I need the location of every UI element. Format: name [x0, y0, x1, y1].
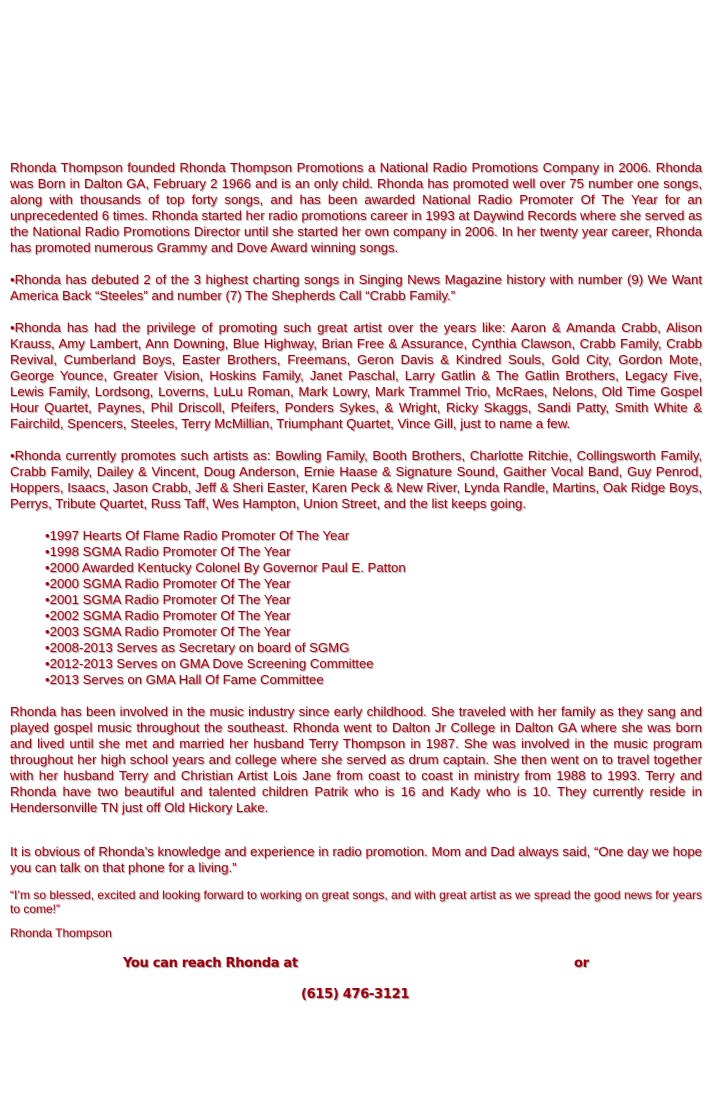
history-paragraph: Rhonda has been involved in the music industry since early childhood. She traveled with her family as they sang and played gospel music throughout the southeast. Rhonda went to Dalton Jr College in Dalton GA where she was born and lived until she met and married her husband Terry Thompson in 1987. She was involved in the music program throughout her high school years and college where she served as drum captain. She then went on to travel together with her husband Terry and Christian Artist Lois Jane from coast to coast in ministry from 1988 to 1993. Terry and Rhonda have two beautiful and talented children Patrik who is 16 and Kady who is 10. They currently reside in Hendersonville TN just off Old Hickory Lake. — [10, 704, 702, 815]
award-item: •1997 Hearts Of Flame Radio Promoter Of The Year — [45, 528, 350, 543]
contact-phone[interactable]: (615) 476-3121 — [301, 987, 410, 1002]
award-item: •2003 SGMA Radio Promoter Of The Year — [45, 624, 291, 639]
award-item: •2008-2013 Serves as Secretary on board of SGMG — [45, 640, 350, 655]
award-item: •1998 SGMA Radio Promoter Of The Year — [45, 544, 291, 559]
debuted-paragraph: •Rhonda has debuted 2 of the 3 highest charting songs in Singing News Magazine history with number (9) We Want America Back “Steeles” and number (7) The Shepherds Call “Crabb Family.” — [10, 272, 702, 303]
award-item: •2013 Serves on GMA Hall Of Fame Committee — [45, 672, 324, 687]
artists-paragraph: •Rhonda has had the privilege of promoting such great artist over the years like: Aaron & Amanda Crabb, Alison Krauss, Amy Lambert, Ann Downing, Blue Highway, Brian Free & Assurance, Cynthia Clawson, Crabb Family, Crabb Revival, Cumberland Boys, Easter Brothers, Freemans, Geron Davis & Kindred Souls, Gold City, Gordon Mote, George Younce, Greater Vision, Hoskins Family, Janet Paschal, Larry Gatlin & The Gatlin Brothers, Legacy Five, Lewis Family, Lordsong, Loverns, LuLu Roman, Mark Lowry, Mark Trammel Trio, McRaes, Nelons, Old Time Gospel Hour Quartet, Paynes, Phil Driscoll, Pfeifers, Ponders Sykes, & Wright, Ricky Skaggs, Sandi Patty, Smith White & Fairchild, Spencers, Steeles, Terry McMillian, Triumphant Quartet, Vince Gill, just to name a few. — [10, 320, 702, 431]
award-item: •2000 SGMA Radio Promoter Of The Year — [45, 576, 291, 591]
intro-paragraph: Rhonda Thompson founded Rhonda Thompson Promotions a National Radio Promotions Company in 2006. Rhonda was Born in Dalton GA, February 2 1966 and is an only child. Rhonda has promoted well over 75 number one songs, along with thousands of top forty songs, and has been awarded National Radio Promoter Of The Year for an unprecedented 6 times. Rhonda started her radio promotions career in 1993 at Daywind Records where she served as the National Radio Promotions Director until she started her own company in 2006. In her twenty year career, Rhonda has promoted numerous Grammy and Dove Award winning songs. — [10, 160, 702, 255]
quote-paragraph: “I’m so blessed, excited and looking forward to working on great songs, and with great artist as we spread the good news for years to come!” — [10, 888, 702, 916]
obvious-paragraph: It is obvious of Rhonda’s knowledge and experience in radio promotion. Mom and Dad always said, “One day we hope you can talk on that phone for a living.” — [10, 844, 702, 875]
contact-reach-label: You can reach Rhonda at — [123, 956, 298, 971]
award-item: •2001 SGMA Radio Promoter Of The Year — [45, 592, 291, 607]
signature: Rhonda Thompson — [10, 926, 112, 940]
contact-or-label: or — [574, 956, 589, 971]
awards-list — [45, 528, 406, 688]
award-item: •2002 SGMA Radio Promoter Of The Year — [45, 608, 291, 623]
award-item: •2000 Awarded Kentucky Colonel By Governor Paul E. Patton — [45, 560, 406, 575]
award-item: •2012-2013 Serves on GMA Dove Screening Committee — [45, 656, 374, 671]
current-artists-paragraph: •Rhonda currently promotes such artists as: Bowling Family, Booth Brothers, Charlotte Ritchie, Collingsworth Family, Crabb Family, Dailey & Vincent, Doug Anderson, Ernie Haase & Signature Sound, Gaither Vocal Band, Guy Penrod, Hoppers, Isaacs, Jason Crabb, Jeff & Sheri Easter, Karen Peck & New River, Lynda Randle, Martins, Oak Ridge Boys, Perrys, Tribute Quartet, Russ Taff, Wes Hampton, Union Street, and the list keeps going. — [10, 448, 702, 511]
